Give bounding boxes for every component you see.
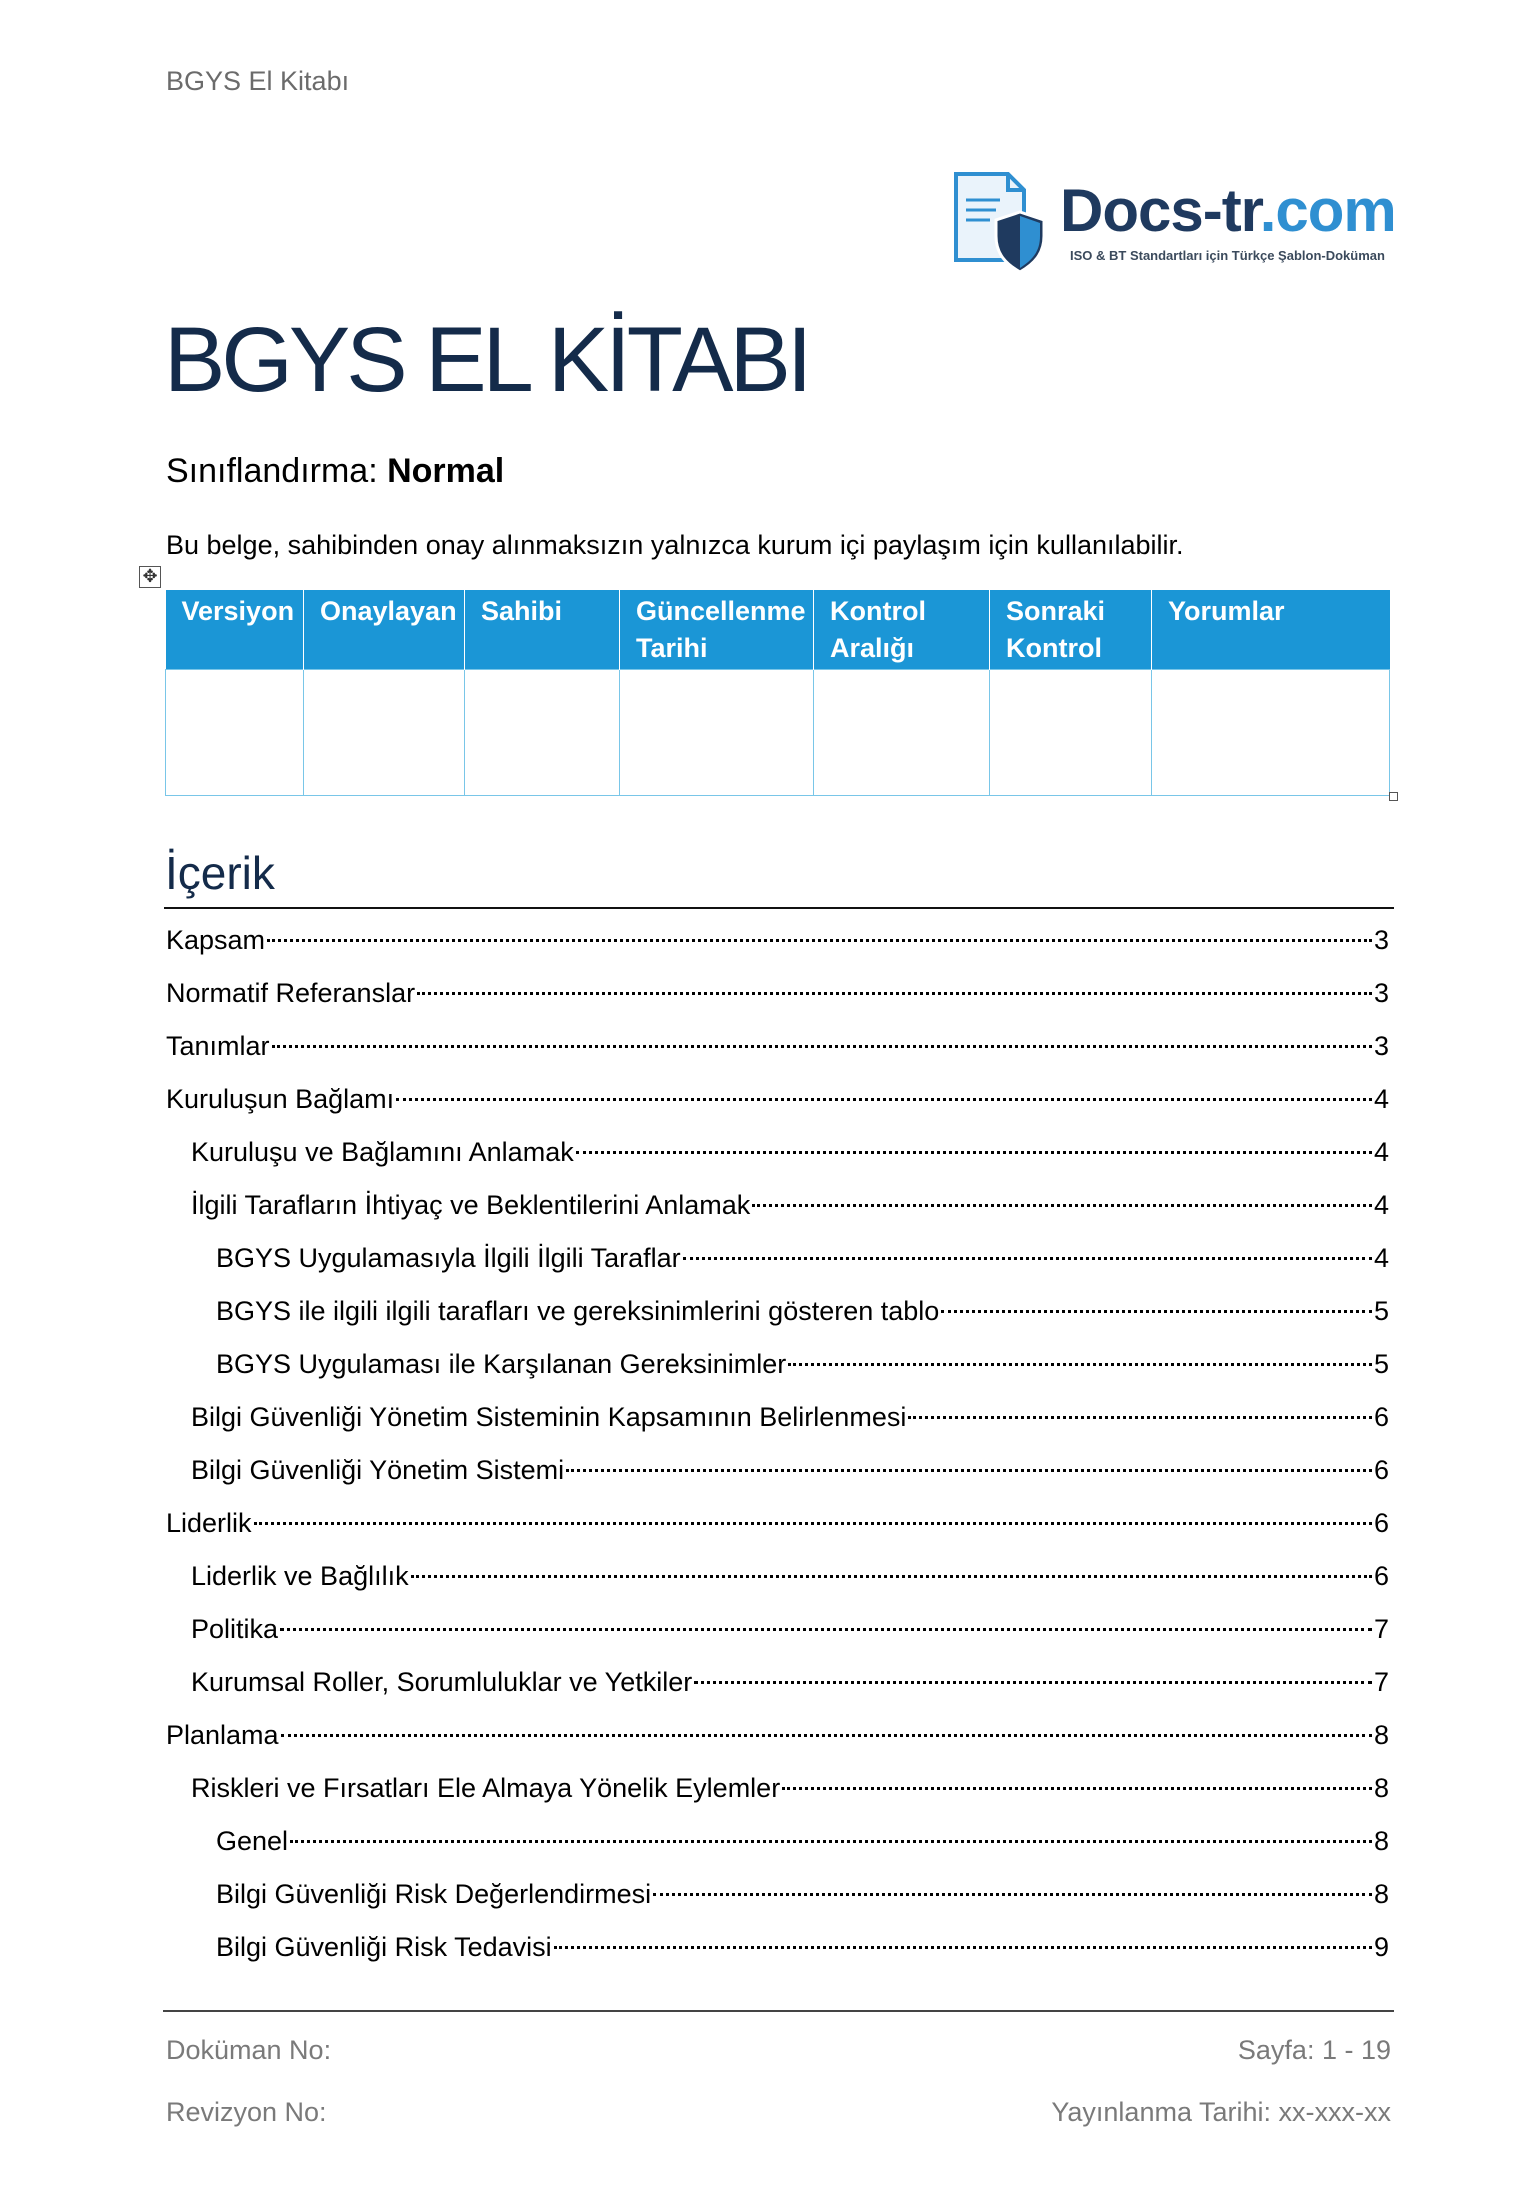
- table-of-contents: [166, 914, 1389, 1974]
- toc-divider: [164, 907, 1394, 909]
- toc-entry[interactable]: Riskleri ve Fırsatları Ele Almaya Yönelik Eylemler 8: [191, 1773, 1389, 1803]
- header-onaylayan: Onaylayan: [304, 590, 465, 670]
- header-kontrol-araligi: Kontrol Aralığı: [814, 590, 990, 670]
- toc-entry[interactable]: Kurumsal Roller, Sorumluluklar ve Yetkiler 7: [191, 1667, 1389, 1697]
- toc-entry[interactable]: BGYS Uygulamasıyla İlgili İlgili Taraflar 4: [216, 1243, 1389, 1273]
- toc-entry[interactable]: Bilgi Güvenliği Yönetim Sistemi 6: [191, 1455, 1389, 1485]
- confidentiality-note: Bu belge, sahibinden onay alınmaksızın yalnızca kurum içi paylaşım için kullanılabilir.: [166, 530, 1184, 560]
- toc-entry[interactable]: BGYS ile ilgili ilgili tarafları ve gereksinimlerini gösteren tablo 5: [216, 1296, 1389, 1326]
- classification-line: [166, 452, 504, 491]
- logo-tagline: ISO & BT Standartları için Türkçe Şablon-Doküman: [1070, 248, 1385, 263]
- running-header: BGYS El Kitabı: [166, 66, 350, 96]
- company-logo: [950, 166, 1396, 276]
- cell-guncellenme-tarihi[interactable]: [620, 670, 814, 796]
- header-guncellenme-tarihi: Güncellenme Tarihi: [620, 590, 814, 670]
- cell-sonraki-kontrol[interactable]: [990, 670, 1152, 796]
- footer-publish-date: Yayınlanma Tarihi: xx-xxx-xx: [1051, 2097, 1391, 2127]
- cell-kontrol-araligi[interactable]: [814, 670, 990, 796]
- revision-table: [165, 590, 1390, 796]
- footer-doc-no: Doküman No:: [166, 2035, 332, 2065]
- table-move-handle-icon[interactable]: ✥: [139, 566, 161, 588]
- header-sonraki-kontrol: Sonraki Kontrol: [990, 590, 1152, 670]
- toc-entry[interactable]: BGYS Uygulaması ile Karşılanan Gereksinimler 5: [216, 1349, 1389, 1379]
- table-resize-handle[interactable]: [1389, 792, 1398, 801]
- table-row: [166, 670, 1390, 796]
- cell-sahibi[interactable]: [465, 670, 620, 796]
- footer-page-number: Sayfa: 1 - 19: [1237, 2035, 1391, 2065]
- footer-divider: [163, 2010, 1394, 2012]
- toc-entry[interactable]: Genel 8: [216, 1826, 1389, 1856]
- header-yorumlar: Yorumlar: [1152, 590, 1390, 670]
- toc-entry[interactable]: Bilgi Güvenliği Yönetim Sisteminin Kapsamının Belirlenmesi 6: [191, 1402, 1389, 1432]
- revision-table-header-row: [166, 590, 1390, 670]
- document-shield-icon: [950, 166, 1050, 276]
- cell-yorumlar[interactable]: [1152, 670, 1390, 796]
- classification-value: Normal: [387, 452, 505, 490]
- header-versiyon: Versiyon: [166, 590, 304, 670]
- header-sahibi: Sahibi: [465, 590, 620, 670]
- toc-entry[interactable]: Kuruluşun Bağlamı 4: [166, 1084, 1389, 1114]
- cell-onaylayan[interactable]: [304, 670, 465, 796]
- toc-entry[interactable]: Planlama 8: [166, 1720, 1389, 1750]
- footer-revision-no: Revizyon No:: [166, 2097, 327, 2127]
- classification-label: Sınıflandırma:: [166, 452, 378, 490]
- toc-heading: İçerik: [165, 847, 275, 899]
- toc-entry[interactable]: Tanımlar 3: [166, 1031, 1389, 1061]
- toc-entry[interactable]: Kapsam 3: [166, 925, 1389, 955]
- cell-versiyon[interactable]: [166, 670, 304, 796]
- document-title: BGYS EL KİTABI: [164, 309, 809, 411]
- toc-entry[interactable]: Liderlik 6: [166, 1508, 1389, 1538]
- toc-entry[interactable]: Bilgi Güvenliği Risk Tedavisi 9: [216, 1932, 1389, 1962]
- toc-entry[interactable]: Politika 7: [191, 1614, 1389, 1644]
- toc-entry[interactable]: İlgili Tarafların İhtiyaç ve Beklentilerini Anlamak 4: [191, 1190, 1389, 1220]
- toc-entry[interactable]: Liderlik ve Bağlılık 6: [191, 1561, 1389, 1591]
- toc-entry[interactable]: Bilgi Güvenliği Risk Değerlendirmesi 8: [216, 1879, 1389, 1909]
- toc-entry[interactable]: Kuruluşu ve Bağlamını Anlamak 4: [191, 1137, 1389, 1167]
- logo-wordmark: Docs-tr.com: [1060, 177, 1396, 244]
- toc-entry[interactable]: Normatif Referanslar 3: [166, 978, 1389, 1008]
